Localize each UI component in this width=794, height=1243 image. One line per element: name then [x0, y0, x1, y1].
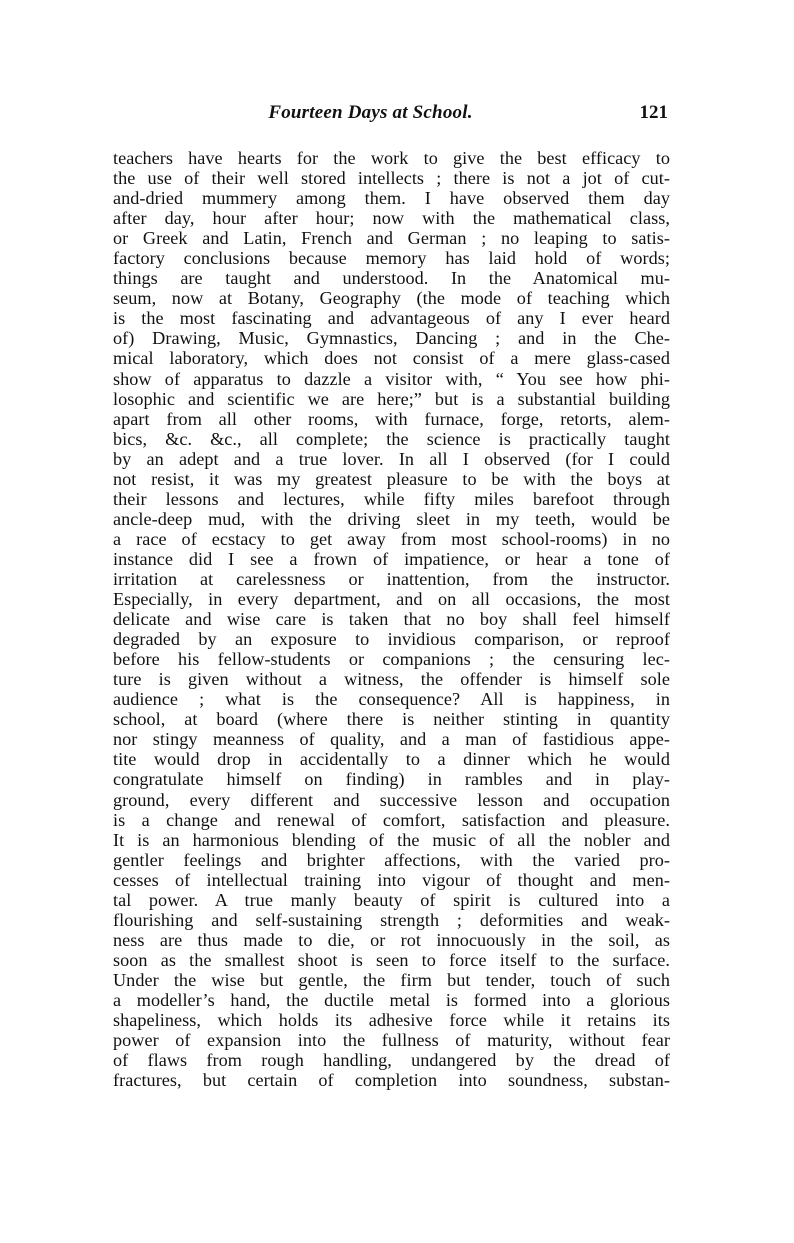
- text-line: things are taught and understood. In the Anatomical mu-: [113, 268, 670, 289]
- text-line: shapeliness, which holds its adhesive force while it retains its: [113, 1010, 670, 1031]
- text-line: Under the wise but gentle, the firm but tender, touch of such: [113, 969, 670, 990]
- text-line: delicate and wise care is taken that no boy shall feel himself: [113, 609, 670, 630]
- text-line: power of expansion into the fullness of maturity, without fear: [113, 1030, 670, 1051]
- text-line: is the most fascinating and advantageous of any I ever heard: [113, 308, 670, 329]
- text-line: of) Drawing, Music, Gymnastics, Dancing ; and in the Che-: [113, 328, 670, 349]
- text-line: gentler feelings and brighter affections, with the varied pro-: [113, 849, 670, 870]
- body-text: [113, 148, 670, 1090]
- running-title: Fourteen Days at School.: [268, 102, 473, 123]
- text-line: audience ; what is the consequence? All is happiness, in: [113, 689, 670, 710]
- text-line: mical laboratory, which does not consist of a mere glass-cased: [113, 348, 670, 369]
- text-line: It is an harmonious blending of the music of all the nobler and: [113, 829, 670, 850]
- text-line: soon as the smallest shoot is seen to force itself to the surface.: [113, 949, 670, 970]
- text-line: tite would drop in accidentally to a dinner which he would: [113, 749, 670, 770]
- text-line: ancle-deep mud, with the driving sleet in my teeth, would be: [113, 508, 670, 529]
- text-line: ness are thus made to die, or rot innocuously in the soil, as: [113, 929, 670, 950]
- text-line: after day, hour after hour; now with the mathematical class,: [113, 208, 670, 229]
- text-line: irritation at carelessness or inattention, from the instructor.: [113, 568, 670, 589]
- text-line: the use of their well stored intellects ; there is not a jot of cut-: [113, 168, 670, 189]
- text-line: before his fellow-students or companions ; the censuring lec-: [113, 649, 670, 670]
- text-line: their lessons and lectures, while fifty miles barefoot through: [113, 488, 670, 509]
- text-line: seum, now at Botany, Geography (the mode of teaching which: [113, 288, 670, 309]
- text-line: and-dried mummery among them. I have observed them day: [113, 188, 670, 209]
- text-line: losophic and scientific we are here;” but is a substantial building: [113, 388, 670, 409]
- text-line: flourishing and self-sustaining strength ; deformities and weak-: [113, 909, 670, 930]
- text-line: nor stingy meanness of quality, and a man of fastidious appe-: [113, 729, 670, 750]
- text-line: cesses of intellectual training into vigour of thought and men-: [113, 869, 670, 890]
- page-number: 121: [639, 102, 668, 123]
- text-line: show of apparatus to dazzle a visitor with, “ You see how phi-: [113, 368, 670, 389]
- text-line: not resist, it was my greatest pleasure to be with the boys at: [113, 468, 670, 489]
- text-line: apart from all other rooms, with furnace, forge, retorts, alem-: [113, 408, 670, 429]
- text-line: a modeller’s hand, the ductile metal is formed into a glorious: [113, 989, 670, 1010]
- text-line: degraded by an exposure to invidious comparison, or reproof: [113, 629, 670, 650]
- text-line: of flaws from rough handling, undangered by the dread of: [113, 1050, 670, 1071]
- text-line: instance did I see a frown of impatience, or hear a tone of: [113, 548, 670, 569]
- text-line: fractures, but certain of completion into soundness, substan-: [113, 1070, 670, 1091]
- running-head: [113, 100, 668, 126]
- text-line: congratulate himself on finding) in rambles and in play-: [113, 769, 670, 790]
- text-line: factory conclusions because memory has laid hold of words;: [113, 248, 670, 269]
- text-line: tal power. A true manly beauty of spirit is cultured into a: [113, 889, 670, 910]
- text-line: by an adept and a true lover. In all I observed (for I could: [113, 448, 670, 469]
- text-line: teachers have hearts for the work to give the best efficacy to: [113, 148, 670, 168]
- text-line: ground, every different and successive lesson and occupation: [113, 789, 670, 810]
- text-line: school, at board (where there is neither stinting in quantity: [113, 709, 670, 730]
- text-line: a race of ecstacy to get away from most school-rooms) in no: [113, 528, 670, 549]
- text-line: Especially, in every department, and on all occasions, the most: [113, 589, 670, 610]
- text-line: bics, &c. &c., all complete; the science is practically taught: [113, 428, 670, 449]
- text-line: or Greek and Latin, French and German ; no leaping to satis-: [113, 228, 670, 249]
- text-line: is a change and renewal of comfort, satisfaction and pleasure.: [113, 809, 670, 830]
- text-line: ture is given without a witness, the offender is himself sole: [113, 669, 670, 690]
